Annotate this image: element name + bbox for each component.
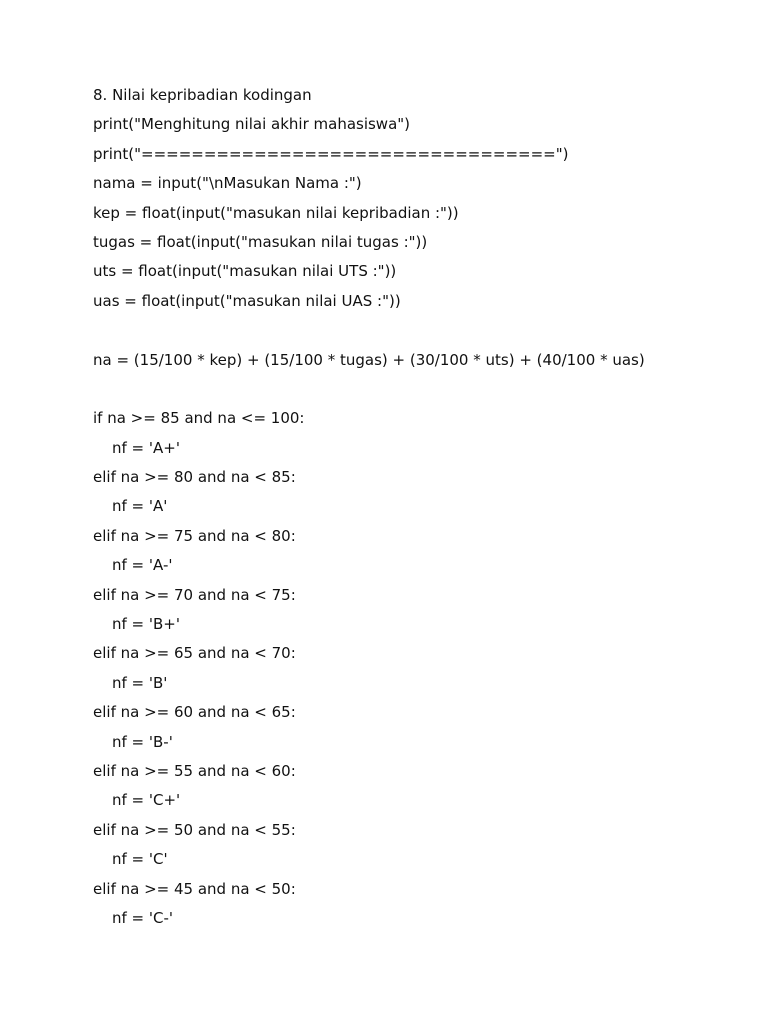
code-line-elif-condition: elif na >= 80 and na < 85: [93,468,296,487]
code-line-grade-assignment: nf = 'B+' [112,615,180,634]
code-line-if-condition: if na >= 85 and na <= 100: [93,409,305,428]
code-line-elif-condition: elif na >= 70 and na < 75: [93,585,296,604]
code-line-grade-assignment: nf = 'A-' [112,556,173,575]
code-line-grade-assignment: nf = 'B' [112,673,168,692]
blank-line [93,378,743,407]
code-line-elif-condition: elif na >= 45 and na < 50: [93,879,296,898]
code-line-print-separator: print("=================================") [93,144,569,163]
code-line-na-formula: na = (15/100 * kep) + (15/100 * tugas) + (30/100 * uts) + (40/100 * uas) [93,350,645,369]
code-line-print-title: print("Menghitung nilai akhir mahasiswa") [93,115,411,134]
code-line-tugas-input: tugas = float(input("masukan nilai tugas :")) [93,232,428,251]
code-line-elif-condition: elif na >= 60 and na < 65: [93,703,296,722]
code-line-grade-assignment: nf = 'C+' [112,791,181,810]
code-line-grade-assignment: nf = 'C' [112,850,168,869]
code-line-uts-input: uts = float(input("masukan nilai UTS :")) [93,262,397,281]
code-line-elif-condition: elif na >= 75 and na < 80: [93,526,296,545]
code-line-grade-assignment: nf = 'C-' [112,908,174,927]
code-line-uas-input: uas = float(input("masukan nilai UAS :")) [93,291,401,310]
code-line-elif-condition: elif na >= 50 and na < 55: [93,820,296,839]
blank-line [93,319,743,348]
code-line-elif-condition: elif na >= 65 and na < 70: [93,644,296,663]
code-line-grade-assignment: nf = 'B-' [112,732,173,751]
document-heading: 8. Nilai kepribadian kodingan [93,86,312,104]
code-line-grade-assignment: nf = 'A+' [112,438,180,457]
code-line-kep-input: kep = float(input("masukan nilai kepribadian :")) [93,203,459,222]
code-line-elif-condition: elif na >= 55 and na < 60: [93,761,296,780]
code-line-nama-input: nama = input("\nMasukan Nama :") [93,174,362,193]
code-line-grade-assignment: nf = 'A' [112,497,168,516]
document-body [93,84,743,936]
